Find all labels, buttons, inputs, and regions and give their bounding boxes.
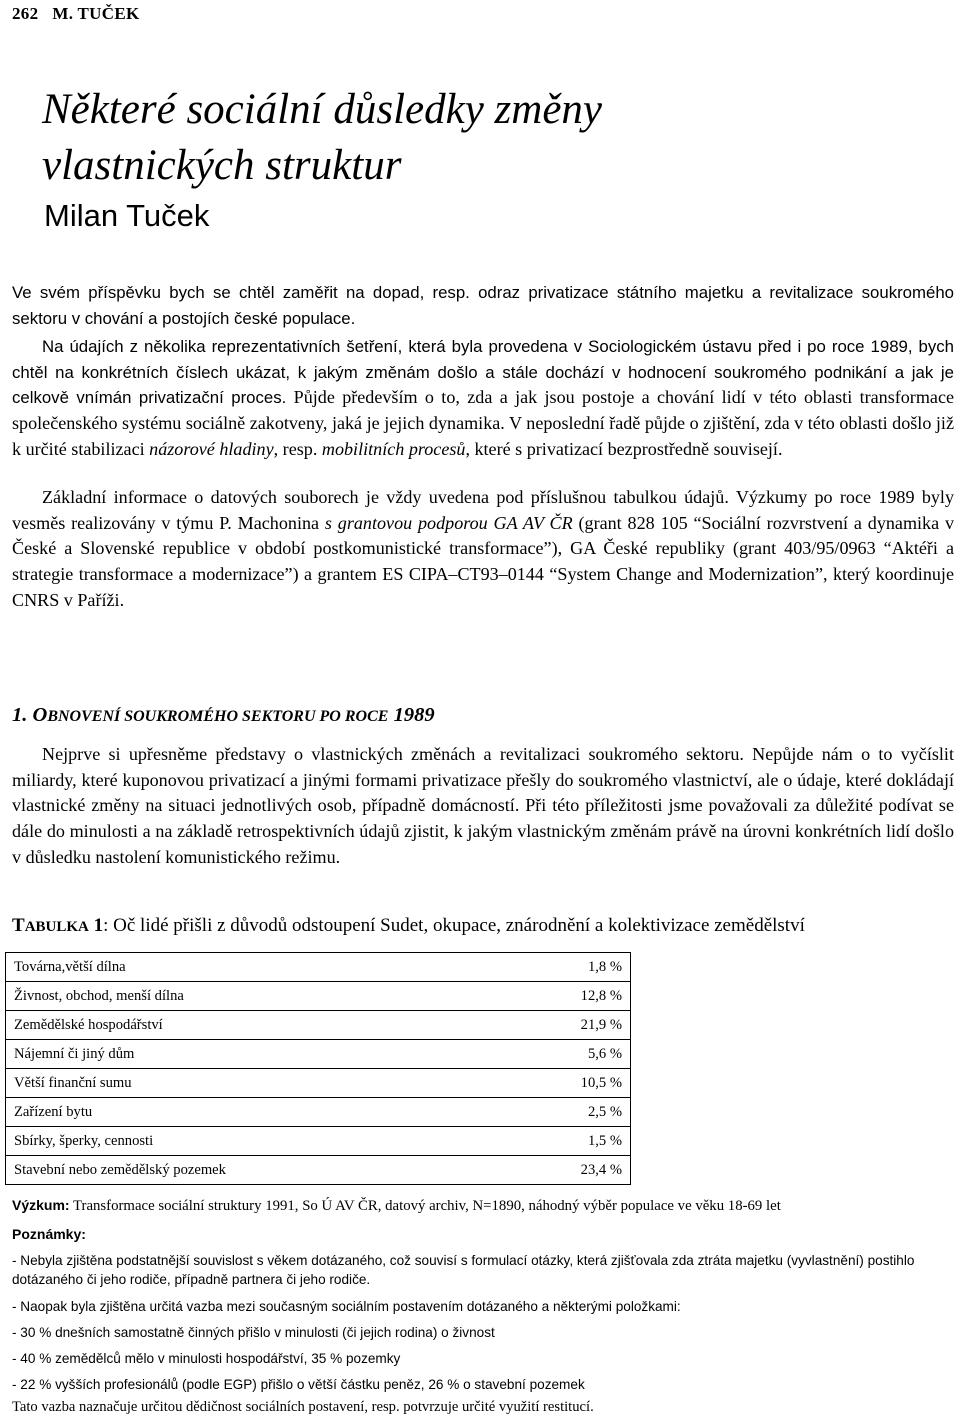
intro-p2-italic-2: mobilitních procesů [321, 438, 466, 459]
row-category: Zemědělské hospodářství [6, 1011, 495, 1040]
intro-p3-italic: s grantovou podporou GA AV ČR [324, 512, 573, 533]
section1-paragraph [12, 742, 954, 871]
section-title-year: 1989 [393, 704, 435, 726]
row-value: 10,5 % [494, 1069, 631, 1098]
running-title: M. TUČEK [52, 4, 140, 23]
table-source [12, 1197, 781, 1215]
row-category: Nájemní či jiný dům [6, 1040, 495, 1069]
table-row [6, 1127, 631, 1156]
note-item: - Naopak byla zjištěna určitá vazba mezi současným sociálním postavením dotázaného a některými položkami: [12, 1299, 681, 1314]
intro-p2-part-d: , které s privatizací bezprostředně souvisejí. [465, 438, 783, 459]
author-name: Milan Tuček [44, 198, 210, 233]
intro-p2-part-b: Půjde především o to, zda a jak jsou postoje a chování lidí v této oblasti transformace společenského systému sociálně zakotveny, jaká je jejich dynamika. V neposlední řadě půjde o zjištění, zda v této oblasti došlo již k určité stabilizaci [12, 387, 955, 459]
table-row [6, 1011, 631, 1040]
intro-p2-text [12, 334, 954, 463]
article-title [42, 82, 922, 194]
row-value: 12,8 % [494, 982, 631, 1011]
title-line-2: vlastnických struktur [42, 142, 402, 189]
row-value: 21,9 % [494, 1011, 631, 1040]
table-row [6, 1156, 631, 1185]
row-category: Továrna,větší dílna [6, 953, 495, 982]
intro-p2-italic-1: názorové hladiny [149, 438, 274, 459]
table-label-number: 1 [93, 915, 104, 936]
table-row [6, 953, 631, 982]
table-caption [12, 915, 805, 937]
intro-p2-part-c: , resp. [273, 438, 322, 459]
table-label-initial: T [12, 915, 25, 936]
intro-p3-part-b: (grant 828 105 “Sociální rozvrstvení a dynamika v České a Slovenské republice v období postkomunistické transformace”), GA České republiky (grant 403/95/0963 “Aktéři a strategie transformace a modernizace”) a grantem ES CIPA–CT93–0144 “System Change and Modernization”, který koordinuje CNRS v Paříži. [12, 512, 955, 610]
section-number: 1. [12, 704, 28, 726]
intro-paragraph-2 [12, 334, 954, 463]
intro-paragraph-1 [12, 280, 954, 331]
loss-table [5, 952, 631, 1185]
row-value: 2,5 % [494, 1098, 631, 1127]
section-heading [12, 704, 435, 727]
loss-table-body [6, 953, 631, 1185]
source-text: Transformace sociální struktury 1991, So Ú AV ČR, datový archiv, N=1890, náhodný výběr populace ve věku 18-69 let [69, 1198, 781, 1214]
intro-p1-text: Ve svém příspěvku bych se chtěl zaměřit na dopad, resp. odraz privatizace státního majetku a revitalizace soukromého sektoru v chování a postojích české populace. [12, 283, 954, 328]
note-item: - 22 % vyšších profesionálů (podle EGP) přišlo o větší částku peněz, 26 % o stavební pozemek [12, 1377, 585, 1392]
table-row [6, 1069, 631, 1098]
title-line-1: Některé sociální důsledky změny [42, 86, 603, 133]
row-value: 1,8 % [494, 953, 631, 982]
row-value: 1,5 % [494, 1127, 631, 1156]
row-category: Zařízení bytu [6, 1098, 495, 1127]
intro-paragraph-3 [12, 485, 954, 614]
row-category: Sbírky, šperky, cennosti [6, 1127, 495, 1156]
running-header [12, 4, 140, 24]
table-row [6, 1098, 631, 1127]
intro-p3-part-a: Základní informace o datových souborech je vždy uvedena pod příslušnou tabulkou údajů. Výzkumy po roce 1989 byly vesměs realizovány v týmu P. Machonina [12, 487, 954, 533]
note-item: - Nebyla zjištěna podstatnější souvislost s věkem dotázaného, což souvisí s formulací otázky, která zjišťovala zda ztráta majetku (vyvlastnění) postihlo dotázaného či jeho rodiče, případně partnera či jeho rodiče. [12, 1253, 915, 1287]
row-value: 23,4 % [494, 1156, 631, 1185]
section-title-rest: BNOVENÍ SOUKROMÉHO SEKTORU PO ROCE [47, 708, 389, 725]
notes-heading: Poznámky: [12, 1226, 86, 1242]
note-item: - 40 % zemědělců mělo v minulosti hospodářství, 35 % pozemky [12, 1351, 401, 1366]
table-caption-text: : Oč lidé přišli z důvodů odstoupení Sudet, okupace, znárodnění a kolektivizace zemědělství [103, 915, 805, 936]
table-label-rest: ABULKA [24, 919, 89, 935]
table-row [6, 1040, 631, 1069]
note-item: - 30 % dnešních samostatně činných přišlo v minulosti (či jejich rodina) o živnost [12, 1325, 495, 1340]
section1-paragraph-text: Nejprve si upřesněme představy o vlastnických změnách a revitalizaci soukromého sektoru. Nepůjde nám o to vyčíslit miliardy, které kuponovou privatizací a jinými formami privatizace přešly do soukromého vlastnictví, ale o údaje, které dokládají vlastnické změny na situaci jednotlivých osob, případně domácností. Při této příležitosti jsme považovali za důležité podívat se dále do minulosti a na základě retrospektivních údajů zjistit, k jakým vlastnickým změnám právě na úrovni konkrétních lidí došlo v důsledku nastolení komunistického režimu. [12, 744, 954, 867]
row-category: Živnost, obchod, menší dílna [6, 982, 495, 1011]
row-category: Stavební nebo zemědělský pozemek [6, 1156, 495, 1185]
intro-p3-text [12, 485, 954, 614]
section-title-initial: O [32, 704, 48, 726]
page-number: 262 [12, 4, 39, 23]
row-value: 5,6 % [494, 1040, 631, 1069]
table-row [6, 982, 631, 1011]
intro-p2-part-a: Na údajích z několika reprezentativních šetření, která byla provedena v Sociologickém ústavu před i po roce 1989, bych chtěl na konkrétních číslech ukázat, k jakým změnám došlo a stále dochází v hodnocení soukromého podnikání a jak je celkově vnímán privatizační proces. [12, 337, 954, 408]
closing-remark: Tato vazba naznačuje určitou dědičnost sociálních postavení, resp. potvrzuje určité využití restitucí. [12, 1399, 594, 1415]
source-label: Výzkum: [12, 1197, 70, 1213]
row-category: Větší finanční sumu [6, 1069, 495, 1098]
